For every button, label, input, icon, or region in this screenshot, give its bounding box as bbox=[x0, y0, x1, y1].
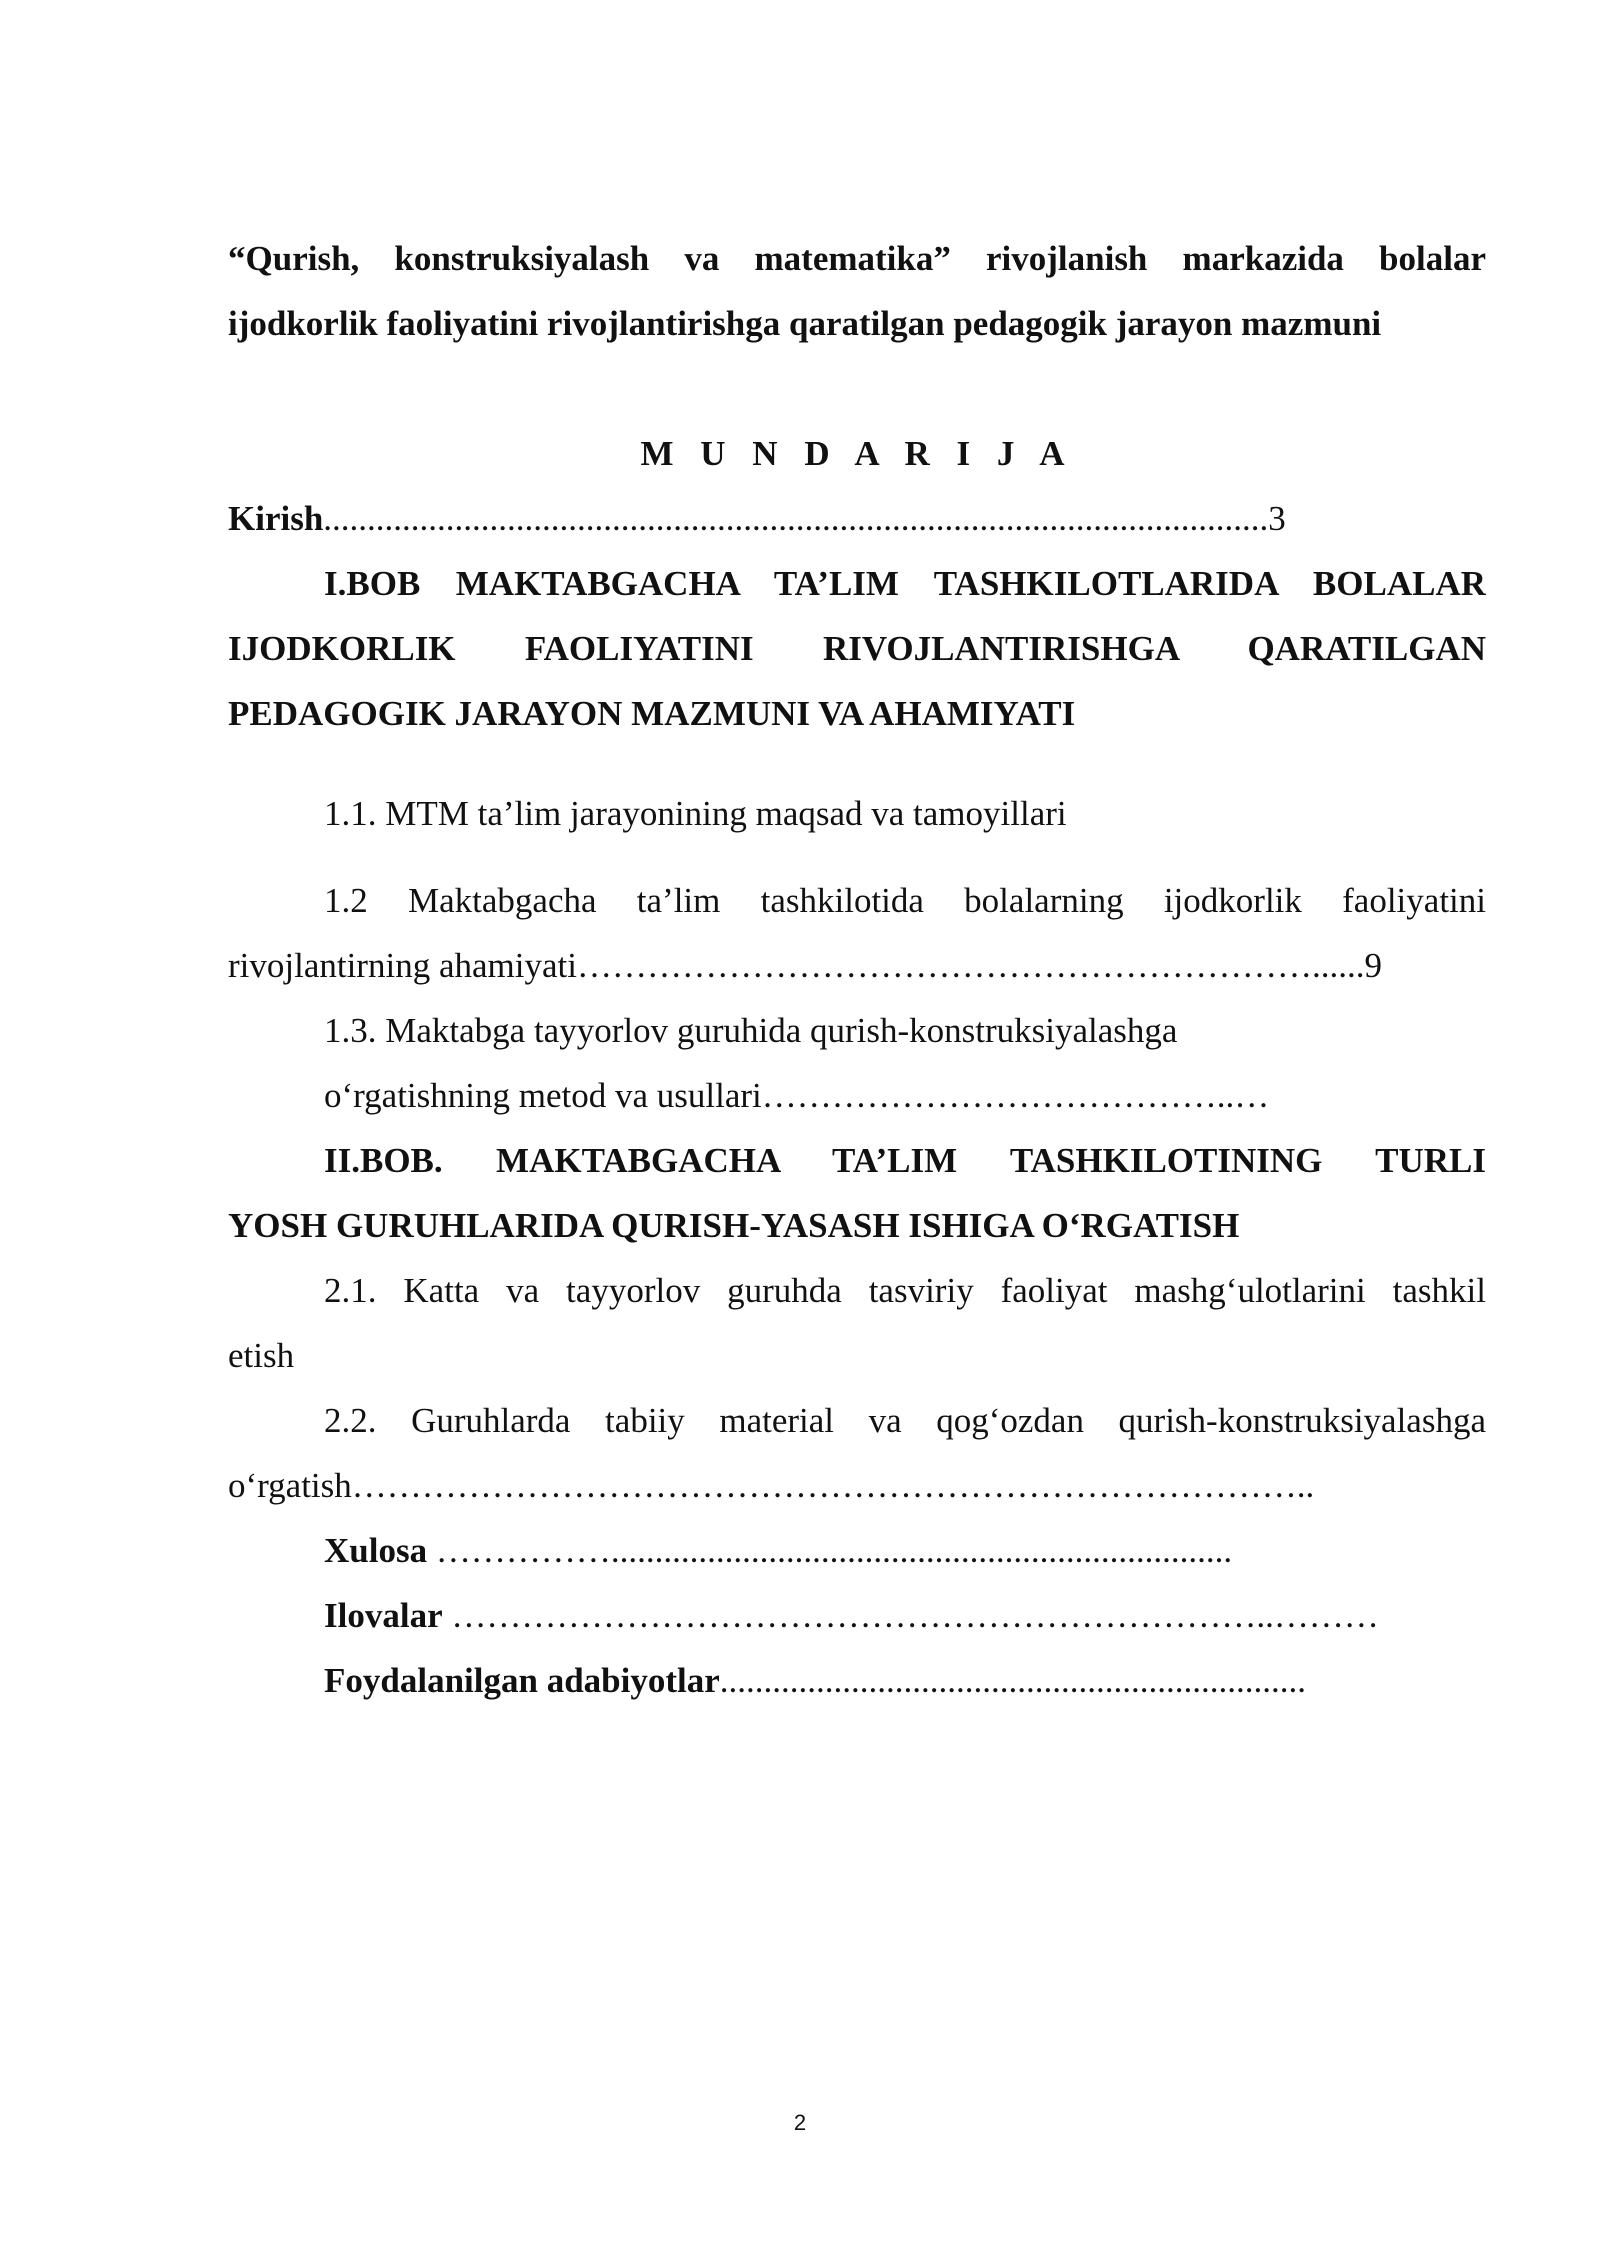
toc-section-1-1: 1.1. MTM ta’lim jarayonining maqsad va tamoyillari bbox=[324, 794, 1067, 833]
page-number: 2 bbox=[793, 2110, 807, 2135]
toc-kirish-label: Kirish bbox=[228, 499, 324, 538]
toc-entry-ilovalar bbox=[228, 1583, 1486, 1648]
title-line-1: “Qurish, konstruksiyalash va matematika” rivojlanish markazida bolalar bbox=[228, 239, 1486, 278]
chapter2-line-2: YOSH GURUHLARIDA QURISH-YASASH ISHIGA O‘RGATISH bbox=[228, 1206, 1240, 1245]
toc-entry-kirish bbox=[228, 486, 1486, 551]
toc-section-1-3-line-1: 1.3. Maktabga tayyorlov guruhida qurish-konstruksiyalashga bbox=[324, 1011, 1178, 1050]
toc-xulosa-leader: ……………....................................................................... bbox=[427, 1531, 1233, 1570]
chapter1-line-2: IJODKORLIK FAOLIYATINI RIVOJLANTIRISHGA QARATILGAN bbox=[228, 629, 1486, 668]
spacer bbox=[228, 846, 1486, 868]
toc-section-1-2-line-2: rivojlantirning ahamiyati………………………………………………………......9 bbox=[228, 946, 1382, 985]
chapter1-line-3: PEDAGOGIK JARAYON MAZMUNI VA AHAMIYATI bbox=[228, 694, 1076, 733]
toc-ilovalar-leader: ……………………………………………………………..……… bbox=[442, 1596, 1379, 1635]
toc-heading: M U N D A R I J A bbox=[640, 434, 1074, 473]
toc-section-2-1-line-2: etish bbox=[228, 1336, 295, 1375]
toc-xulosa-label: Xulosa bbox=[324, 1531, 428, 1570]
toc-entry-xulosa bbox=[228, 1518, 1486, 1583]
title-line-2: ijodkorlik faoliyatini rivojlantirishga qaratilgan pedagogik jarayon mazmuni bbox=[228, 304, 1382, 343]
page-content bbox=[228, 226, 1486, 1713]
spacer bbox=[228, 356, 1486, 421]
toc-kirish-leader: ............................................................................................................ bbox=[323, 499, 1269, 538]
chapter1-line-1: I.BOB MAKTABGACHA TA’LIM TASHKILOTLARIDA BOLALAR bbox=[324, 564, 1486, 603]
toc-section-2-1-line-1: 2.1. Katta va tayyorlov guruhda tasviriy faoliyat mashg‘ulotlarini tashkil bbox=[324, 1271, 1486, 1310]
toc-ilovalar-label: Ilovalar bbox=[324, 1596, 443, 1635]
toc-adabiyotlar-label: Foydalanilgan adabiyotlar bbox=[324, 1661, 720, 1700]
toc-section-2-2-line-2: o‘rgatish……………………………………………………………………….. bbox=[228, 1466, 1315, 1505]
toc-entry-adabiyotlar bbox=[228, 1648, 1486, 1713]
toc-adabiyotlar-leader: ................................................................... bbox=[719, 1661, 1307, 1700]
toc-kirish-page: 3 bbox=[1268, 499, 1286, 538]
spacer bbox=[228, 746, 1486, 781]
toc-section-2-2-line-1: 2.2. Guruhlarda tabiiy material va qog‘ozdan qurish-konstruksiyalashga bbox=[324, 1401, 1486, 1440]
toc-section-1-2-line-1: 1.2 Maktabgacha ta’lim tashkilotida bolalarning ijodkorlik faoliyatini bbox=[324, 881, 1486, 920]
toc-section-1-3-line-2: o‘rgatishning metod va usullari…………………………………..… bbox=[324, 1076, 1270, 1115]
chapter2-line-1: II.BOB. MAKTABGACHA TA’LIM TASHKILOTINING TURLI bbox=[324, 1141, 1486, 1180]
